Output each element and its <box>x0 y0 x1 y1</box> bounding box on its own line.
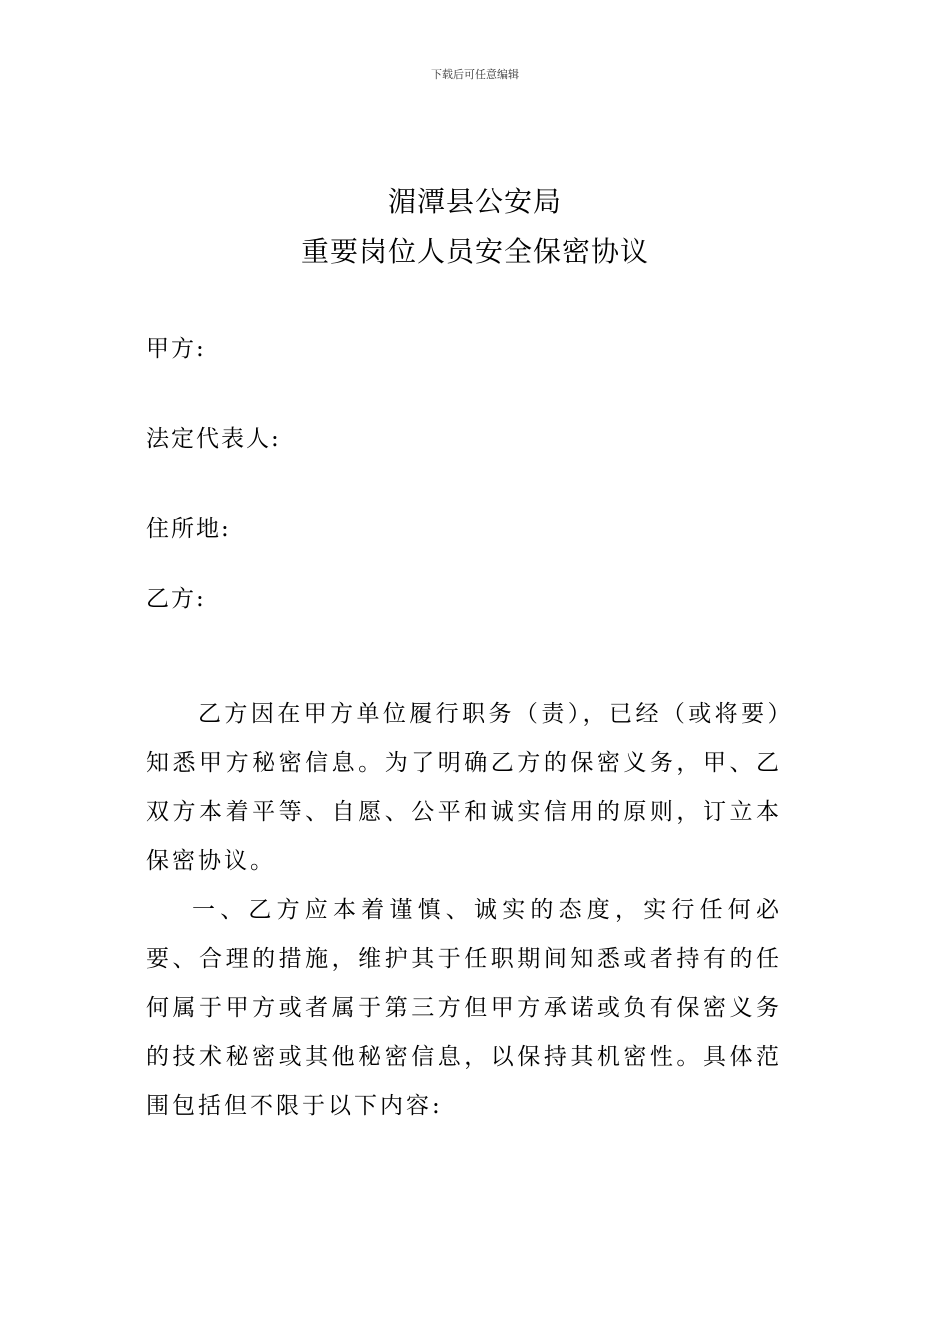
party-a-field: 甲方: <box>146 336 206 362</box>
party-b-field: 乙方: <box>146 586 206 612</box>
page-header-note: 下载后可任意编辑 <box>431 68 519 81</box>
clause-one-paragraph: 一、乙方应本着谨慎、诚实的态度，实行任何必要、合理的措施，维护其于任职期间知悉或者持有的任何属于甲方或者属于第三方但甲方承诺或负有保密义务的技术秘密或其他秘密信息，以保持其机密性。具体范围包括但不限于以下内容: <box>146 897 782 1119</box>
document-title-agreement: 重要岗位人员安全保密协议 <box>300 235 649 268</box>
legal-representative-field: 法定代表人: <box>146 426 281 452</box>
document-title-organization: 湄潭县公安局 <box>387 185 562 218</box>
address-field: 住所地: <box>146 516 231 542</box>
preamble-paragraph: 乙方因在甲方单位履行职务（责），已经（或将要）知悉甲方秘密信息。为了明确乙方的保密义务，甲、乙双方本着平等、自愿、公平和诚实信用的原则，订立本保密协议。 <box>146 701 782 874</box>
